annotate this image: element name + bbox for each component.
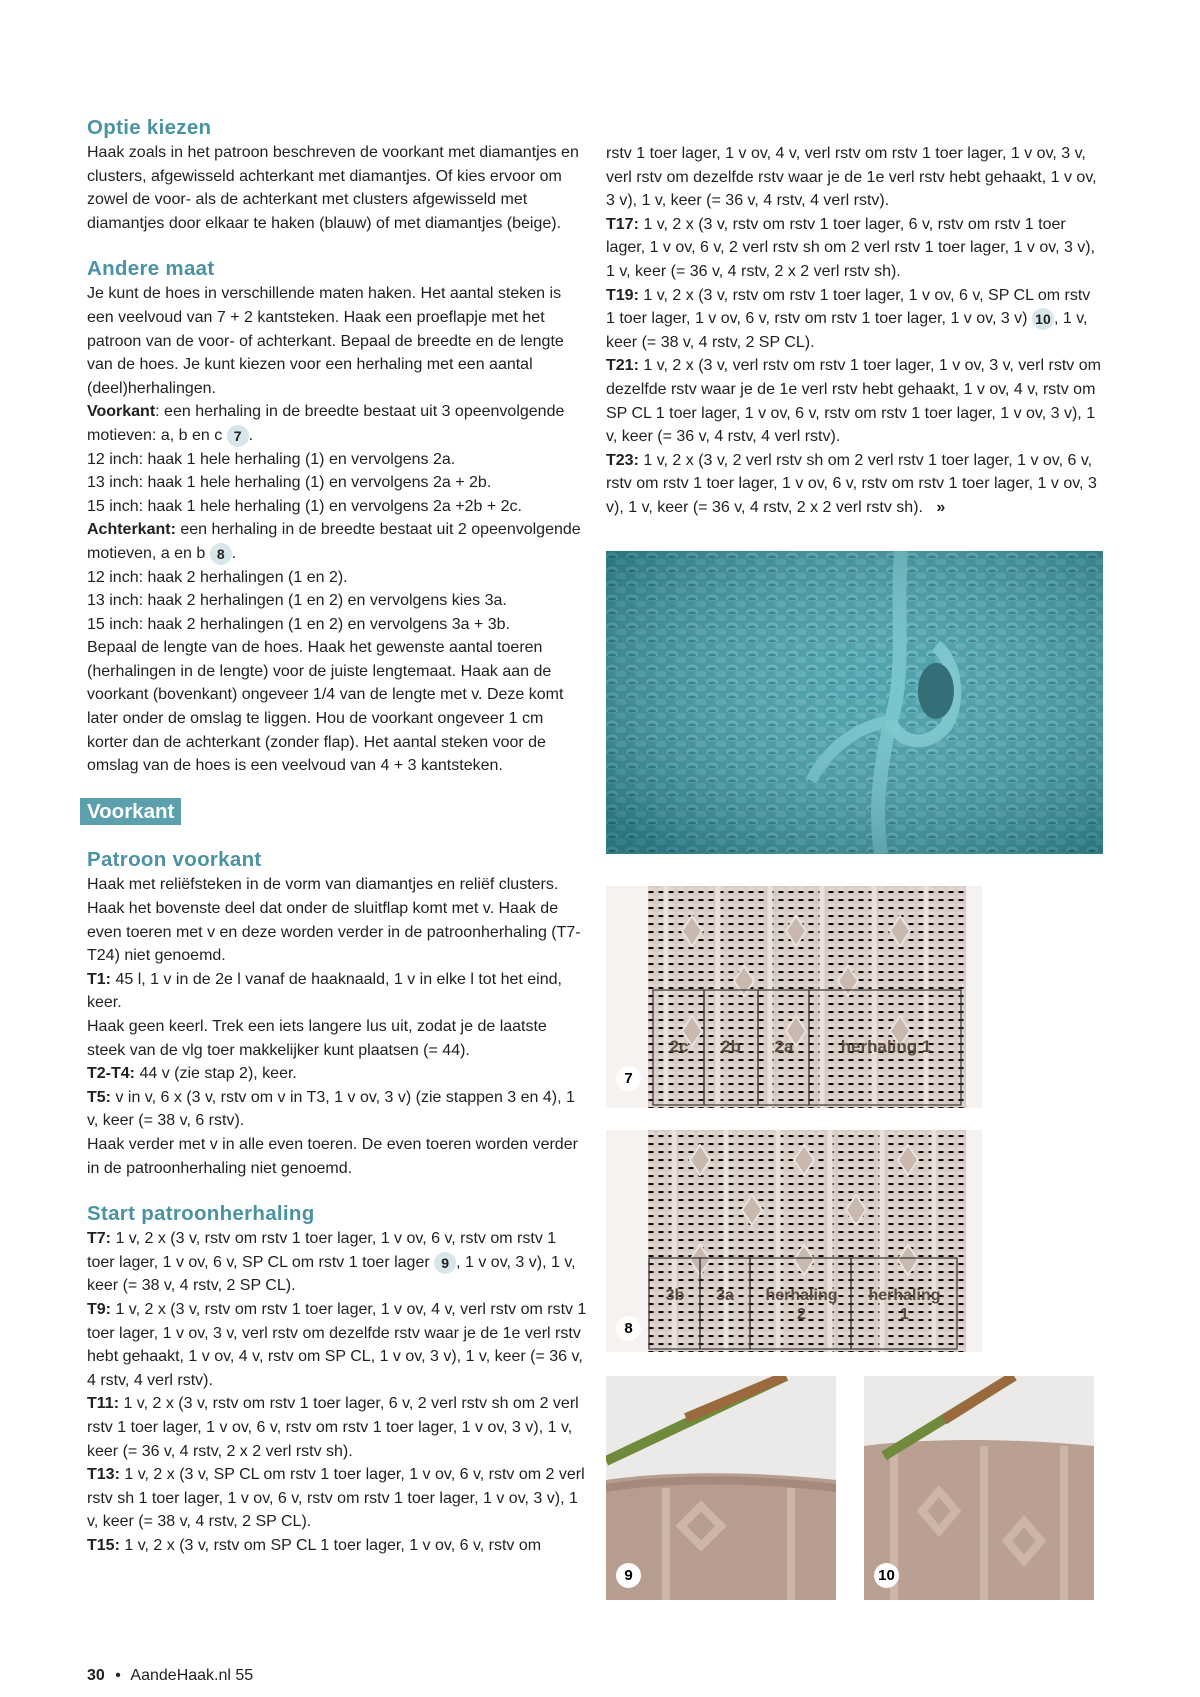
row-label-t5: T5: bbox=[87, 1088, 111, 1106]
heading-patroon-voorkant: Patroon voorkant bbox=[87, 848, 262, 872]
row-text-t2-t4: 44 v (zie stap 2), keer. bbox=[135, 1065, 297, 1083]
crochet-step-photo-10 bbox=[864, 1376, 1094, 1600]
row-label-t2-t4: T2-T4: bbox=[87, 1065, 135, 1083]
row-t21 bbox=[606, 354, 1102, 448]
row-label-t1: T1: bbox=[87, 970, 111, 988]
grid-label-2b: 2b bbox=[721, 1037, 741, 1056]
heading-optie-kiezen: Optie kiezen bbox=[87, 116, 212, 139]
row-text-t19a: 1 v, 2 x (3 v, rstv om rstv 1 toer lager, 1 v ov, 6 v, SP CL om rstv 1 toer lager, 1 v ov, 6 v, rstv om rstv 1 toer lager, 1 v ov, 3 v) bbox=[606, 286, 1091, 328]
swatch-photo-7 bbox=[606, 886, 982, 1108]
row-label-t15: T15: bbox=[87, 1536, 120, 1554]
photo-number-10: 10 bbox=[874, 1563, 899, 1588]
row-t9 bbox=[87, 1298, 587, 1392]
photo-number-7: 7 bbox=[616, 1066, 641, 1091]
grid-label-2c: 2c bbox=[669, 1037, 689, 1056]
row-label-t23: T23: bbox=[606, 451, 639, 469]
row-text-t15: 1 v, 2 x (3 v, rstv om SP CL 1 toer lager, 1 v ov, 6 v, rstv om bbox=[119, 1536, 542, 1554]
heading-andere-maat: Andere maat bbox=[87, 257, 215, 281]
page-footer bbox=[87, 1667, 253, 1685]
photo-number-9: 9 bbox=[616, 1563, 641, 1588]
grid-label-2a: 2a bbox=[774, 1037, 794, 1056]
row-label-t19: T19: bbox=[606, 286, 639, 304]
row-t15-cont: rstv 1 toer lager, 1 v ov, 4 v, verl rstv om rstv 1 toer lager, 1 v ov, 3 v, verl rstv om dezelfde rstv waar je de 1e verl rstv hebt gehaakt, 1 v ov, 3 v), 1 v, keer (= 36 v, 4 rstv, 4 verl rstv). bbox=[606, 145, 1097, 210]
lengte-text: Bepaal de lengte van de hoes. Haak het gewenste aantal toeren (herhalingen in de lengte) voor de juiste lengtemaat. Haak aan de voorkant (bovenkant) ongeveer 1/4 van de lengte met v. Deze komt later onder de omslag te liggen. Hou de voorkant ongeveer 1 cm korter dan de achterkant (zonder flap). Het aantal steken voor de omslag van de hoes is een veelvoud van 4 + 3 kantsteken. bbox=[87, 639, 564, 775]
row-text-t11: 1 v, 2 x (3 v, rstv om rstv 1 toer lager, 6 v, 2 verl rstv sh om 2 verl rstv 1 toer lager, 1 v ov, 6 v, rstv om rstv 1 toer lager, 1 v ov, 3 v), 1 v, keer (= 36 v, 4 rstv, 2 x 2 verl rstv sh). bbox=[87, 1395, 579, 1460]
grid-label-herhaling-1b: herhaling 1 bbox=[868, 1287, 941, 1323]
teal-yarn-photo bbox=[606, 551, 1103, 854]
right-column bbox=[606, 142, 1102, 520]
grid-label-3a: 3a bbox=[716, 1287, 734, 1304]
row-label-t9: T9: bbox=[87, 1300, 111, 1318]
row-label-t17: T17: bbox=[606, 215, 639, 233]
grid-label-herhaling-1: herhaling 1 bbox=[840, 1037, 932, 1056]
row-text-t19b: , 1 v, keer (= 38 v, 4 rstv, 2 SP CL). bbox=[606, 310, 1088, 351]
row-label-t11: T11: bbox=[87, 1395, 120, 1413]
voorkant-line-15: 15 inch: haak 1 hele herhaling (1) en vervolgens 2a +2b + 2c. bbox=[87, 497, 522, 515]
page-number: 30 bbox=[87, 1667, 105, 1684]
voorkant-line-12: 12 inch: haak 1 hele herhaling (1) en vervolgens 2a. bbox=[87, 450, 456, 468]
row-t5-extra: Haak verder met v in alle even toeren. De even toeren worden verder in de patroonherhaling niet genoemd. bbox=[87, 1135, 578, 1177]
crochet-step-photo-9 bbox=[606, 1376, 836, 1600]
achterkant-line-15: 15 inch: haak 2 herhalingen (1 en 2) en vervolgens 3a + 3b. bbox=[87, 615, 510, 633]
heading-start-patroonherhaling: Start patroonherhaling bbox=[87, 1202, 315, 1226]
swatch-photo-8 bbox=[606, 1130, 982, 1352]
row-text-t9: 1 v, 2 x (3 v, rstv om rstv 1 toer lager, 1 v ov, 4 v, verl rstv om rstv 1 toer lager, 1 v ov, 3 v, verl rstv om dezelfde rstv waar je de 1e verl rstv hebt gehaakt, 1 v ov, 4 v, rstv om SP CL, 1 v ov, 3 v), 1 v, keer (= 36 v, 4 rstv, 4 verl rstv). bbox=[87, 1300, 587, 1389]
step-badge-10: 10 bbox=[1032, 308, 1054, 330]
row-text-t21: 1 v, 2 x (3 v, verl rstv om rstv 1 toer lager, 1 v ov, 3 v, verl rstv om dezelfde rstv waar je de 1e verl rstv hebt gehaakt, 1 v ov, 4 v, rstv om SP CL 1 toer lager, 1 v ov, 6 v, rstv om rstv 1 toer lager, 1 v ov, 3 v), 1 v, keer (= 36 v, 4 rstv, 4 verl rstv). bbox=[606, 357, 1101, 446]
row-label-t21: T21: bbox=[606, 357, 639, 375]
voorkant-size-text: Voorkant: een herhaling in de breedte bestaat uit 3 opeenvolgende motieven: a, b en c 7 . bbox=[87, 400, 587, 447]
footer-bullet: • bbox=[115, 1667, 121, 1684]
left-column bbox=[87, 115, 587, 1557]
row-t7 bbox=[87, 1227, 587, 1298]
row-t1 bbox=[87, 968, 587, 1015]
row-text-t7b: , 1 v ov, 3 v), 1 v, keer (= 38 v, 4 rstv, 2 SP CL). bbox=[87, 1253, 576, 1295]
optie-text: Haak zoals in het patroon beschreven de voorkant met diamantjes en clusters, afgewisseld achterkant met diamantjes. Of kies ervoor om zowel de voor- als de achterkant met clusters afgewisseld met diamantjes door elkaar te haken (blauw) of met diamantjes (beige). bbox=[87, 144, 579, 232]
row-text-t5: v in v, 6 x (3 v, rstv om v in T3, 1 v ov, 3 v) (zie stappen 3 en 4), 1 v, keer (= 38 v, 6 rstv). bbox=[87, 1088, 575, 1130]
row-t23 bbox=[606, 449, 1102, 520]
row-t2-t4 bbox=[87, 1062, 587, 1086]
row-t15 bbox=[87, 1534, 587, 1558]
row-text-t1: 45 l, 1 v in de 2e l vanaf de haaknaald, 1 v in elke l tot het eind, keer. bbox=[87, 970, 562, 1012]
row-text-t13: 1 v, 2 x (3 v, SP CL om rstv 1 toer lager, 1 v ov, 6 v, rstv om 2 verl rstv sh 1 toer lager, 1 v ov, 6 v, rstv om rstv 1 toer lager, 1 v ov, 3 v), 1 v, keer (= 38 v, 4 rstv, 2 SP CL). bbox=[87, 1466, 585, 1531]
maat-text: Je kunt de hoes in verschillende maten haken. Het aantal steken is een veelvoud van 7 + 2 kantsteken. Haak een proeflapje met het patroon van de voor- of achterkant. Bepaal de breedte en de lengte van de hoes. Je kunt kiezen voor een herhaling met een aantal (deel)herhalingen. bbox=[87, 285, 564, 397]
row-t5 bbox=[87, 1086, 587, 1133]
achterkant-line-13: 13 inch: haak 2 herhalingen (1 en 2) en vervolgens kies 3a. bbox=[87, 592, 507, 610]
row-t1-extra: Haak geen keerl. Trek een iets langere lus uit, zodat je de laatste steek van de vlg toer makkelijker kunt plaatsen (= 44). bbox=[87, 1018, 547, 1059]
step-badge-7: 7 bbox=[227, 425, 249, 447]
row-text-t23: 1 v, 2 x (3 v, 2 verl rstv sh om 2 verl rstv 1 toer lager, 1 v ov, 6 v, rstv om rstv 1 toer lager, 1 v ov, 6 v, rstv om rstv 1 toer lager, 1 v ov, 3 v), 1 v, keer (= 36 v, 4 rstv, 2 x 2 verl rstv sh). bbox=[606, 451, 1097, 516]
row-t11 bbox=[87, 1392, 587, 1463]
photo-number-8: 8 bbox=[616, 1316, 641, 1341]
voorkant-label: Voorkant bbox=[87, 403, 156, 421]
achterkant-label: Achterkant: bbox=[87, 521, 176, 539]
row-text-t17: 1 v, 2 x (3 v, rstv om rstv 1 toer lager, 6 v, rstv om rstv 1 toer lager, 1 v ov, 6 v, 2 verl rstv sh om 2 verl rstv 1 toer lager, 1 v ov, 3 v), 1 v, keer (= 36 v, 4 rstv, 2 x 2 verl rstv sh). bbox=[606, 215, 1096, 280]
row-text-t7a: 1 v, 2 x (3 v, rstv om rstv 1 toer lager, 1 v ov, 6 v, rstv om rstv 1 toer lager, 1 v ov, 6 v, SP CL om rstv 1 toer lager bbox=[87, 1230, 557, 1271]
achterkant-size-text: Achterkant: een herhaling in de breedte bestaat uit 2 opeenvolgende motieven, a en b 8 . bbox=[87, 518, 587, 565]
patroon-intro: Haak met reliëfsteken in de vorm van diamantjes en reliëf clusters. Haak het bovenste deel dat onder de sluitflap komt met v. Haak de even toeren met v en deze worden verder in de patroonherhaling (T7-T24) niet genoemd. bbox=[87, 876, 581, 965]
step-badge-8: 8 bbox=[210, 543, 232, 565]
magazine-name: AandeHaak.nl 55 bbox=[130, 1667, 254, 1684]
step-badge-9: 9 bbox=[434, 1252, 456, 1274]
row-t17 bbox=[606, 213, 1102, 284]
row-label-t13: T13: bbox=[87, 1466, 120, 1484]
continue-mark: » bbox=[936, 498, 946, 516]
grid-label-3b: 3b bbox=[665, 1287, 685, 1304]
achterkant-desc: een herhaling in de breedte bestaat uit 2 opeenvolgende motieven, a en b bbox=[87, 521, 581, 562]
grid-label-herhaling-2: herhaling 2 bbox=[765, 1287, 838, 1323]
section-heading-voorkant: Voorkant bbox=[80, 798, 181, 825]
voorkant-line-13: 13 inch: haak 1 hele herhaling (1) en vervolgens 2a + 2b. bbox=[87, 474, 492, 492]
achterkant-line-12: 12 inch: haak 2 herhalingen (1 en 2). bbox=[87, 568, 348, 586]
row-t13 bbox=[87, 1463, 587, 1534]
row-t19 bbox=[606, 284, 1102, 355]
row-label-t7: T7: bbox=[87, 1230, 111, 1248]
voorkant-desc: : een herhaling in de breedte bestaat uit 3 opeenvolgende motieven: a, b en c bbox=[87, 403, 565, 444]
